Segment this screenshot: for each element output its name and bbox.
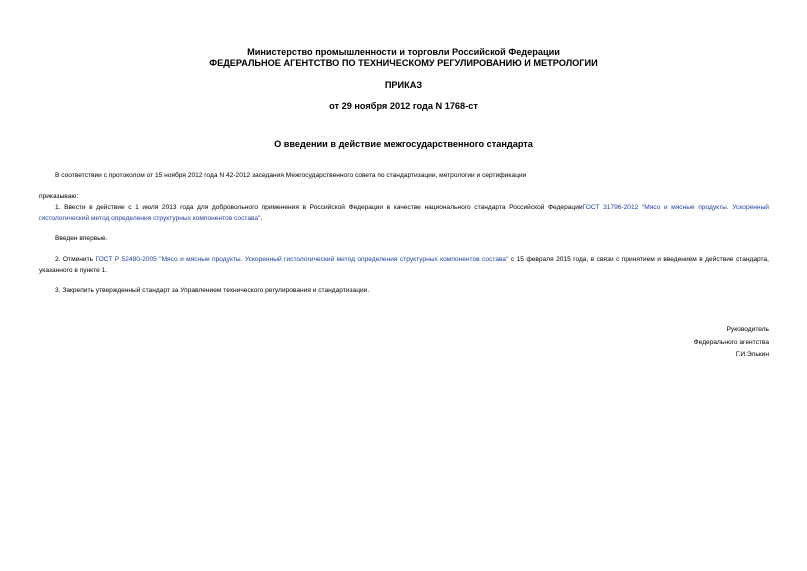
item-2 bbox=[39, 254, 769, 276]
item-1 bbox=[39, 202, 769, 224]
signature-block bbox=[694, 324, 769, 362]
gost-31796-link[interactable]: ГОСТ 31796-2012 "Мясо и мясные продукты. Ускоренный гистологический метод определения структурных компонентов состава" bbox=[39, 204, 769, 222]
order-word: приказываю: bbox=[39, 193, 79, 200]
document-date-number: от 29 ноября 2012 года N 1768-ст bbox=[329, 101, 478, 111]
signature-organization: Федерального агентства bbox=[693, 338, 769, 346]
document-subject: О введении в действие межгосударственного стандарта bbox=[274, 139, 533, 149]
preamble: В соответствии с протоколом от 15 ноября 2012 года N 42-2012 заседания Межгосударственного совета по стандартизации, метрологии и сертификации bbox=[55, 172, 527, 179]
item-2-end: с 15 февраля 2015 года, в связи с принятием и введением в действие стандарта, указанного в пункте 1. bbox=[39, 256, 769, 274]
item-3: 3. Закрепить утвержденный стандарт за Управлением технического регулирования и стандартизации. bbox=[55, 287, 370, 294]
item-1-end: . bbox=[260, 215, 263, 222]
agency-name: ФЕДЕРАЛЬНОЕ АГЕНТСТВО ПО ТЕХНИЧЕСКОМУ РЕГУЛИРОВАНИЮ И МЕТРОЛОГИИ bbox=[209, 58, 598, 68]
item-2-start: 2. Отменить bbox=[55, 256, 96, 263]
signature-title: Руководитель bbox=[726, 326, 769, 333]
item-1-text: 1. Ввести в действие с 1 июля 2013 года для добровольного применения в Российской Федерации в качестве национального стандарта Российской Федерации bbox=[55, 204, 583, 211]
signature-name: Г.И.Элькин bbox=[735, 351, 769, 358]
ministry-name: Министерство промышленности и торговли Российской Федерации bbox=[247, 47, 560, 57]
document-type: ПРИКАЗ bbox=[384, 80, 423, 90]
introduced-note: Введен впервые. bbox=[55, 235, 108, 242]
gost-r-52480-link[interactable]: ГОСТ Р 52480-2005 "Мясо и мясные продукты. Ускоренный гистологический метод определения структурных компонентов состава" bbox=[95, 256, 509, 263]
